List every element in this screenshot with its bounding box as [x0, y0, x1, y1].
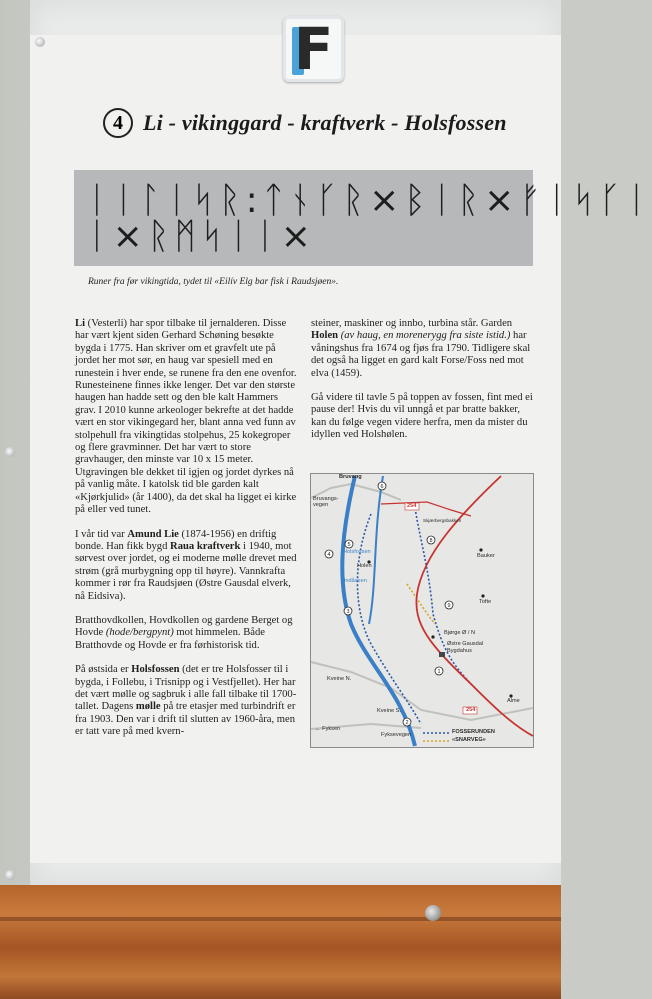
trail-logo [283, 16, 344, 82]
map-stop-5: 5 [347, 542, 351, 548]
page-title: Li - vikinggard - kraftverk - Holsfossen [143, 110, 507, 135]
amund-text-c: i 1940, mot sørvest over jordet, og ei moderne mølle drevet med strøm (grå murbygning opp til høyre). Vannkrafta kommer i rør fra Raudsjøen (Østre Gausdal elverk, nå Eidsiva). [75, 540, 297, 602]
map-farm-tofte [481, 594, 484, 597]
map-bygdahus-building [439, 652, 445, 657]
right-text-column [311, 318, 534, 454]
map-farm-bjorge [431, 635, 434, 638]
holsfossen-text-b: (det er tre Holsfosser til i bygda, i Follebu, i Trisnipp og i Vestfjellet). Her har det vært mølle og sagbruk i alle fall tilbake til 1700-tallet. Dagens [75, 664, 297, 713]
map-graphics [311, 474, 533, 747]
wooden-frame [0, 885, 561, 999]
bolt-icon [425, 905, 441, 921]
raua-plant-name: Raua kraftverk [170, 540, 241, 552]
paragraph-bratthovd [75, 615, 297, 652]
map-label-alme: Alme [507, 698, 520, 704]
map-label-bjorge: Bjørge Ø / N [444, 630, 476, 636]
map-label-fyksen: ← Fyksen [315, 726, 341, 732]
map-label-254-bottom: 254 [466, 707, 476, 713]
title-row [103, 108, 507, 138]
logo-letter: F [293, 15, 334, 83]
map-farm-bauker [479, 548, 482, 551]
map-label-holen: Holen [357, 563, 372, 569]
map-label-holsfossen: Holsfossen [343, 549, 371, 555]
map-stop-2: 2 [405, 720, 409, 726]
map-label-lindaaseen: Lindåseen [341, 578, 367, 584]
paragraph-amund [75, 529, 297, 603]
holsfossen-name: Holsfossen [131, 664, 180, 676]
legend-snarveg: «SNARVEG» [452, 737, 486, 743]
map-label-kveine-s: Kveine S. [377, 708, 401, 714]
map-stop-1: 1 [437, 669, 441, 675]
rune-caption: Runer fra før vikingtida, tydet til «Eilív Elg bar fisk i Raudsjøen». [88, 277, 339, 287]
screw-icon [5, 447, 15, 457]
mill-word: mølle [135, 701, 161, 713]
map-stop-6: 6 [380, 484, 384, 490]
map-label-fyksevegen: Fyksevegen [381, 732, 412, 738]
holen-italic: (av haug, en morenerygg fra siste istid.) [338, 330, 511, 342]
paragraph-continue: Gå videre til tavle 5 på toppen av fossen, fint med ei pause der! Hvis du vil unngå et par bratte bakker, kan du følge vegen videre herfra, men da mister du idyllen ved Holshølen. [311, 392, 533, 441]
map-label-bruvangsvegen: Bruvangs-vegen [313, 496, 339, 508]
left-text-column [75, 318, 297, 751]
li-text: (Vesterli) har spor tilbake til jernalderen. Disse har vært kjent siden Gerhard Schøning besøkte bygda i 1775. Han skriver om et gravfelt ute på jordet her mot sør, en haug var spesiell med en runestein i hver ende, se runene fra den ene ovenfor. Runesteinene finnes ikke lenger. Det var den største haugen han hadde sett og den ble kalt Hammers grav. I 2010 kunne arkeologer bekrefte at det hadde vært en stor vikingegard her, blant anna ved funn av stolpehull fra vikingtidas stolpehus, 25 kokegroper og flere gravminner. Det har vært to store gravhauger, den minste var 10 x 15 meter. Utgravingen ble dekket til igjen og jordet dyrkes nå på vanlig måte. I katolsk tid ble garden kalt «Kjørkjulid» (år 1400), da det skal ha ligget ei kirke på eller ved tunet. [75, 318, 297, 516]
map-label-254-top: 254 [407, 503, 417, 509]
rune-inscription [74, 170, 652, 266]
paragraph-li [75, 318, 297, 517]
map-stop-9: 9 [447, 603, 451, 609]
screw-icon [35, 37, 45, 47]
amund-text-b: (1874-1956) en driftig bonde. Han fikk bygd [75, 528, 277, 552]
holsfossen-text-c: på tre etasjer med turbindrift er fra 1903. Den var i drift til slutten av 1960-åra, men er tatt vare på med kvern- [75, 701, 296, 738]
map-stop-3: 3 [346, 609, 350, 615]
map-label-skjerbergsbakken: Skjærbergsbakken [423, 518, 462, 523]
map-label-kveine-n: Kveine N. [327, 676, 352, 682]
amund-text-a: I vår tid var [75, 528, 128, 540]
rune-line-2: ᛁ×ᚱᛗᛋᛁᛁ× [86, 216, 316, 257]
station-number: 4 [103, 108, 133, 138]
legend-fosserunden: FOSSERUNDEN [452, 729, 495, 735]
bratthovd-text-a: Bratthovdkollen, Hovdkollen og gardene Berget og Hovde [75, 614, 293, 639]
map-stop-8: 8 [429, 538, 433, 544]
map-label-ostre-gausdal: Østre Gausdal [447, 641, 484, 647]
bratthovd-italic: (hode/bergpynt) [105, 627, 174, 639]
map-stop-4: 4 [327, 552, 331, 558]
holen-text-a: steiner, maskiner og innbo, turbina står. Garden [311, 318, 513, 329]
paragraph-holsfossen [75, 664, 297, 738]
trail-map [310, 473, 534, 748]
map-label-bygdahus: Bygdahus [447, 648, 472, 654]
map-label-bauker: Bauker [477, 553, 495, 559]
rune-line-1: ᛁᛁᛚᛁᛋᚱ:ᛏᚾᚴᚱ×ᛒᛁᚱ×ᚠᛁᛋᚴᛁ [86, 180, 652, 221]
li-name: Li [75, 318, 86, 329]
amund-name: Amund Lie [127, 528, 179, 540]
bratthovd-text-b: mot himmelen. Både Bratthovde og Hovde er fra førhistorisk tid. [75, 627, 265, 651]
holen-name: Holen [311, 330, 339, 342]
holen-text-b: har våningshus fra 1674 og fjøs fra 1790. Tidligere skal det også ha ligget en gard kalt Forse/Foss ned mot elva (1459). [311, 330, 531, 379]
paragraph-holen [311, 318, 534, 380]
screw-icon [5, 870, 15, 880]
map-label-tofte: Tofte [479, 599, 492, 605]
wood-plank-seam [0, 917, 561, 921]
holsfossen-text-a: På østsida er [75, 664, 132, 676]
map-label-bruvang: Bruvang [339, 474, 362, 480]
